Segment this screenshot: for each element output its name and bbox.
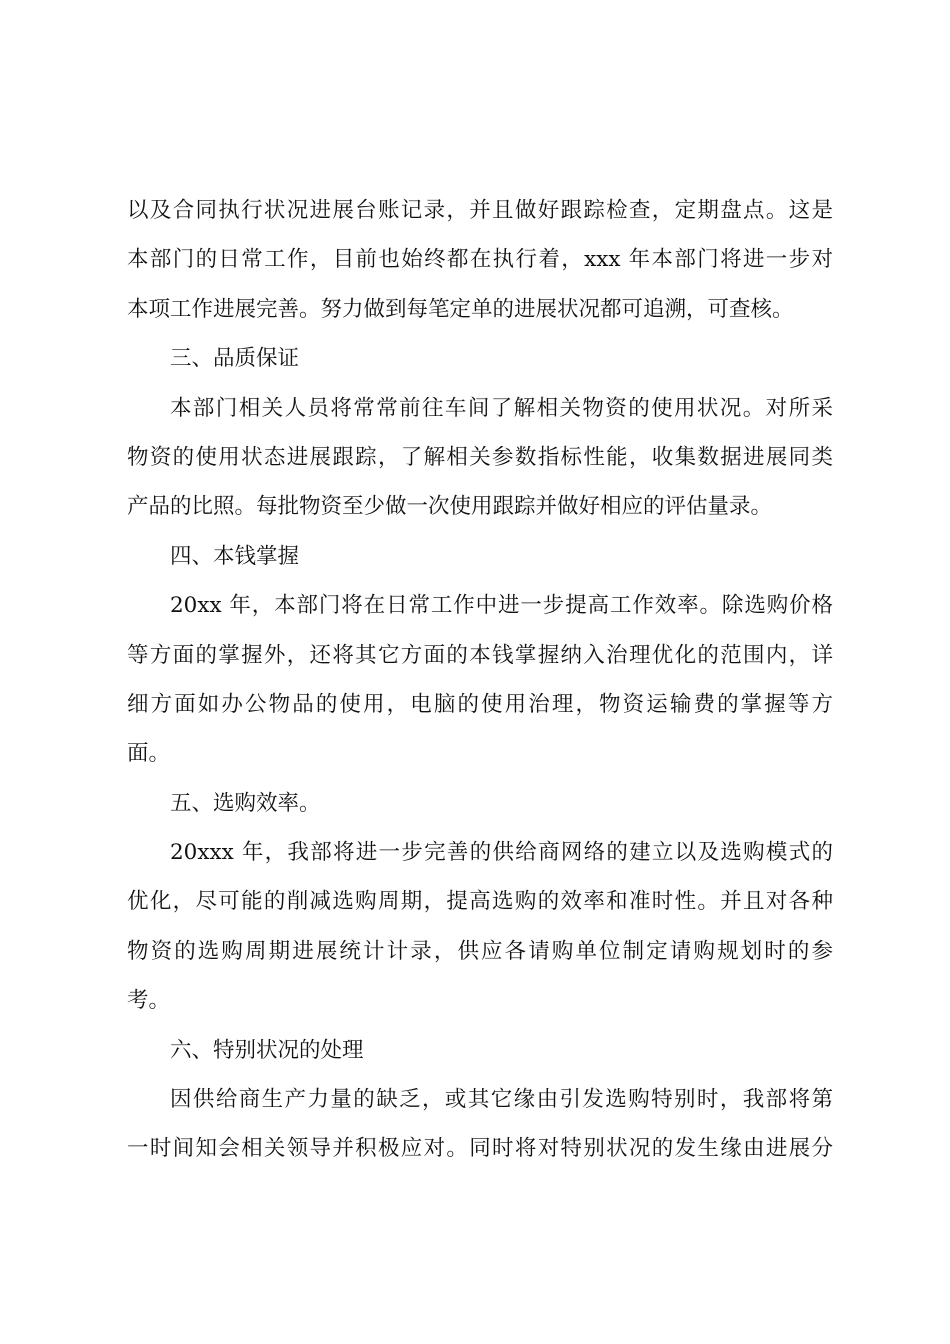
section-heading: 三、品质保证 [170, 346, 300, 372]
paragraph-line: 优化，尽可能的削减选购周期，提高选购的效率和准时性。并且对各种 [127, 889, 833, 915]
paragraph-line: 物资的选购周期进展统计计录，供应各请购单位制定请购规划时的参 [127, 938, 833, 964]
paragraph-line: 考。 [127, 988, 171, 1014]
section-heading: 五、选购效率。 [170, 790, 321, 816]
paragraph-line: 本部门相关人员将常常前往车间了解相关物资的使用状况。对所采 [170, 395, 833, 421]
paragraph-line: 本项工作进展完善。努力做到每笔定单的进展状况都可追溯，可查核。 [127, 296, 794, 322]
paragraph-line: 等方面的掌握外，还将其它方面的本钱掌握纳入治理优化的范围内，详 [127, 642, 833, 668]
paragraph-line: 本部门的日常工作，目前也始终都在执行着，xxx 年本部门将进一步对 [127, 247, 833, 273]
section-heading: 六、特别状况的处理 [170, 1037, 364, 1063]
section-heading: 四、本钱掌握 [170, 543, 300, 569]
paragraph-line: 面。 [127, 741, 171, 767]
intro-paragraph [127, 186, 833, 334]
paragraph-line: 细方面如办公物品的使用，电脑的使用治理，物资运输费的掌握等方 [127, 691, 833, 717]
section-paragraph [127, 828, 833, 1026]
paragraph-line: 产品的比照。每批物资至少做一次使用跟踪并做好相应的评估量录。 [127, 494, 773, 520]
section-paragraph [127, 384, 833, 532]
paragraph-line: 因供给商生产力量的缺乏，或其它缘由引发选购特别时，我部将第 [170, 1087, 833, 1113]
paragraph-line: 以及合同执行状况进展台账记录，并且做好跟踪检查，定期盘点。这是 [127, 198, 833, 223]
section-paragraph [127, 581, 833, 779]
section-paragraph [127, 1075, 833, 1174]
paragraph-line: 20xxx 年，我部将进一步完善的供给商网络的建立以及选购模式的 [170, 840, 833, 866]
paragraph-line: 一时间知会相关领导并积极应对。同时将对特别状况的发生缘由进展分 [127, 1136, 833, 1162]
paragraph-line: 物资的使用状态进展跟踪，了解相关参数指标性能，收集数据进展同类 [127, 444, 833, 470]
paragraph-line: 20xx 年，本部门将在日常工作中进一步提高工作效率。除选购价格 [170, 593, 833, 619]
document-body [127, 186, 833, 1174]
